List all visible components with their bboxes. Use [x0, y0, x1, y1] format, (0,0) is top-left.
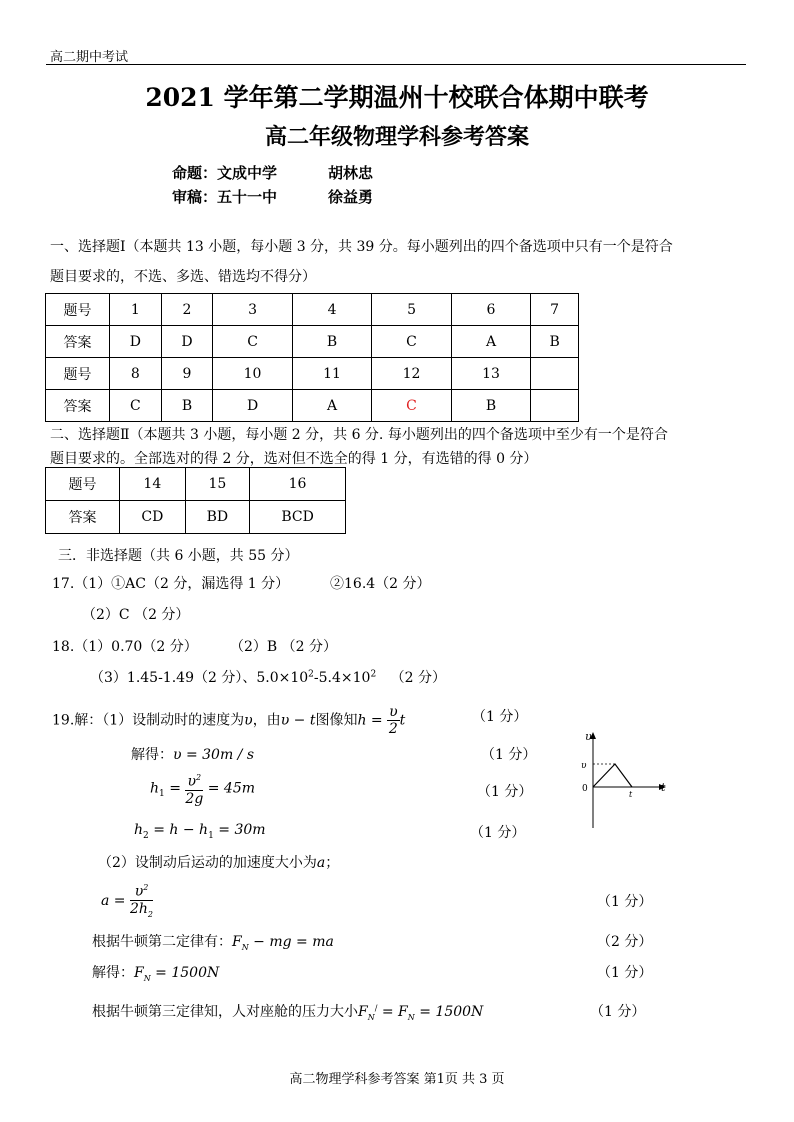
q18-part3 — [90, 667, 446, 687]
table-cell: 6 — [451, 294, 530, 326]
section3-heading: 三．非选择题（共 6 小题，共 55 分） — [58, 548, 299, 564]
sub-N: N — [407, 1012, 415, 1022]
row-label: 答案 — [46, 501, 120, 534]
newton3-eq: = F — [381, 1004, 408, 1020]
q19-a-formula — [101, 880, 153, 922]
q19-score-2: （1 分） — [481, 747, 537, 763]
table-cell: 8 — [110, 358, 162, 390]
q18-exp-1: 2 — [308, 669, 314, 680]
q19-part2 — [98, 852, 339, 872]
graph-v-tick: υ — [581, 761, 587, 771]
var-h2: h — [134, 822, 144, 838]
q17-part1: 17.（1）①AC（2 分，漏选得 1 分） — [52, 576, 290, 592]
sub-N: N — [241, 942, 249, 952]
newton3-text: 根据牛顿第三定律知，人对座舱的压力大小 — [92, 1004, 358, 1020]
q19-score-1: （1 分） — [472, 709, 528, 725]
q18-range-1: （3）1.45-1.49（2 分）、5.0×10 — [90, 670, 309, 686]
exp-2: 2 — [196, 773, 202, 782]
exp-2: 2 — [143, 883, 149, 892]
table-cell: BD — [185, 501, 249, 534]
q19-h2-formula — [134, 822, 266, 841]
row-label: 答案 — [46, 390, 110, 422]
frac-den — [130, 901, 153, 923]
fraction-v-over-2 — [387, 704, 400, 737]
vt-curve — [593, 764, 632, 787]
formula-v-value: υ = 30m / s — [173, 747, 255, 763]
table-cell: 1 — [110, 294, 162, 326]
graph-v-label: υ — [585, 730, 592, 743]
var-v: υ — [244, 712, 253, 729]
table-cell: B — [451, 390, 530, 422]
section1-heading-1: 一、选择题Ⅰ（本题共 13 小题，每小题 3 分，共 39 分。每小题列出的四个备选项中只有一个是符合 — [50, 239, 673, 255]
q19-score-6: （2 分） — [597, 934, 653, 950]
answer-table-2 — [45, 467, 346, 534]
table-cell: 13 — [451, 358, 530, 390]
table-cell: C — [372, 326, 451, 358]
table-cell: 11 — [292, 358, 371, 390]
section2-heading-1: 二、选择题Ⅱ（本题共 3 小题，每小题 2 分，共 6 分. 每小题列出的四个备选项中至少有一个是符合 — [50, 427, 668, 443]
q18-score: （2 分） — [390, 670, 446, 686]
table-cell: 14 — [120, 468, 186, 501]
var-F: F — [358, 1004, 368, 1020]
table-row — [46, 326, 579, 358]
solve-label: 解得： — [92, 965, 134, 981]
q19-intro-text: 19.解：（1）设制动时的速度为 — [52, 712, 245, 729]
part2-text: （2）设制动后运动的加速度大小为 — [98, 855, 317, 871]
table-cell: A — [451, 326, 530, 358]
newton2-eq: − mg = ma — [253, 934, 334, 950]
var-a: a — [316, 855, 326, 871]
q17-part2: （2）C （2 分） — [82, 607, 190, 623]
table-cell: 16 — [250, 468, 346, 501]
var-v: υ — [134, 883, 144, 900]
sub-1: 1 — [159, 789, 165, 800]
h2-value: = 30m — [218, 822, 266, 838]
h2-rhs: = h − h — [153, 822, 209, 838]
reviewer-label: 审稿：五十一中 — [172, 188, 278, 206]
table-cell: 15 — [185, 468, 249, 501]
frac-num: υ — [389, 704, 398, 720]
sub-2: 2 — [147, 909, 154, 919]
var-F: F — [134, 965, 144, 981]
q19-score-3: （1 分） — [477, 784, 533, 800]
table-cell: 7 — [531, 294, 579, 326]
den-2h: 2h — [129, 900, 148, 917]
proposer-label: 命题：文成中学 — [172, 164, 278, 182]
table-cell — [531, 390, 579, 422]
table-cell: B — [161, 390, 213, 422]
q17-part1b: ②16.4（2 分） — [330, 576, 431, 592]
formula-h: h = — [357, 712, 383, 729]
fn-value: = 1500N — [155, 965, 220, 981]
page-title: 2021 学年第二学期温州十校联合体期中联考 — [145, 83, 649, 112]
table-row — [46, 294, 579, 326]
frac-num — [130, 880, 153, 901]
var-vt: υ − t — [280, 712, 316, 729]
q18-exp-2: 2 — [370, 669, 377, 680]
row-label: 题号 — [46, 294, 110, 326]
table-cell: 3 — [213, 294, 292, 326]
table-cell: 12 — [372, 358, 451, 390]
sub-2: 2 — [143, 830, 149, 841]
page-footer: 高二物理学科参考答案 第1页 共 3 页 — [289, 1072, 505, 1087]
var-F: F — [232, 934, 242, 950]
table-cell: 10 — [213, 358, 292, 390]
frac-den: 2 — [388, 721, 398, 737]
table-row — [46, 390, 579, 422]
q19-score-4: （1 分） — [470, 825, 526, 841]
table-cell: D — [213, 390, 292, 422]
q19-newton3: 根据牛顿第三定律知，人对座舱的压力大小$F_N^/ = F_N = 1500N$ — [92, 1003, 484, 1022]
var-v: υ — [187, 773, 197, 790]
row-label: 题号 — [46, 468, 120, 501]
q18-range-2: -5.4×10 — [313, 670, 371, 686]
fraction-v2-over-2g — [185, 770, 203, 807]
h1-value: = 45m — [207, 780, 256, 797]
q19-intro-mid2: 图像知 — [315, 712, 358, 729]
solve-label: 解得： — [131, 747, 173, 763]
table-cell: B — [292, 326, 371, 358]
table-row — [46, 358, 579, 390]
table-cell: B — [531, 326, 579, 358]
q19-score-5: （1 分） — [597, 894, 653, 910]
q19-h1-formula: $h_1$ = $\frac{\upsilon^2}{2g}$ = 45m — [150, 770, 255, 807]
table-cell: A — [292, 390, 371, 422]
table-cell: 9 — [161, 358, 213, 390]
newton2-text: 根据牛顿第二定律有： — [92, 934, 232, 950]
table-cell: 5 — [372, 294, 451, 326]
page-subtitle: 高二年级物理学科参考答案 — [264, 124, 529, 150]
table-cell: 2 — [161, 294, 213, 326]
sub-N: N — [143, 973, 151, 983]
fraction-v2-over-2h2 — [130, 880, 153, 922]
table-row — [46, 501, 346, 534]
q19-score-7: （1 分） — [597, 965, 653, 981]
table-cell: D — [110, 326, 162, 358]
proposer-name: 胡林忠 — [328, 164, 374, 182]
table-cell: D — [161, 326, 213, 358]
table-cell-highlighted: C — [372, 390, 451, 422]
section2-heading-2: 题目要求的。全部选对的得 2 分，选对但不选全的得 1 分，有选错的得 0 分） — [50, 451, 538, 467]
q19-intro-mid: ，由 — [252, 712, 281, 729]
header-rule — [46, 64, 746, 65]
table-cell: 4 — [292, 294, 371, 326]
sub-N: N — [367, 1012, 375, 1022]
var-t: t — [399, 712, 406, 729]
table-cell: C — [213, 326, 292, 358]
q18-part1: 18.（1）0.70（2 分） — [52, 639, 198, 655]
graph-t-tick: t — [629, 790, 633, 799]
table-cell — [531, 358, 579, 390]
newton3-value: = 1500N — [419, 1004, 484, 1020]
vt-graph — [570, 728, 670, 830]
graph-origin: 0 — [582, 784, 588, 794]
frac-den: 2g — [185, 790, 204, 807]
semicolon: ； — [325, 855, 340, 871]
row-label: 答案 — [46, 326, 110, 358]
row-label: 题号 — [46, 358, 110, 390]
q19-newton2 — [92, 931, 334, 952]
section1-heading-2: 题目要求的，不选、多选、错选均不得分） — [50, 269, 316, 285]
q19-intro — [52, 704, 405, 737]
q18-part2: （2）B （2 分） — [230, 639, 338, 655]
sub-1: 1 — [208, 830, 214, 841]
q19-score-8: （1 分） — [590, 1004, 646, 1020]
frac-num — [185, 770, 203, 791]
table-cell: BCD — [250, 501, 346, 534]
table-cell: C — [110, 390, 162, 422]
table-row — [46, 468, 346, 501]
answer-table-1 — [45, 293, 579, 422]
reviewer-name: 徐益勇 — [328, 188, 374, 206]
q19-solve-fn — [92, 962, 219, 983]
formula-a: a = — [101, 893, 126, 910]
var-h1: h — [150, 780, 160, 797]
graph-t-label: t — [661, 781, 666, 794]
header-text: 高二期中考试 — [50, 50, 129, 65]
q19-solve-v — [131, 744, 254, 764]
table-cell: CD — [120, 501, 186, 534]
